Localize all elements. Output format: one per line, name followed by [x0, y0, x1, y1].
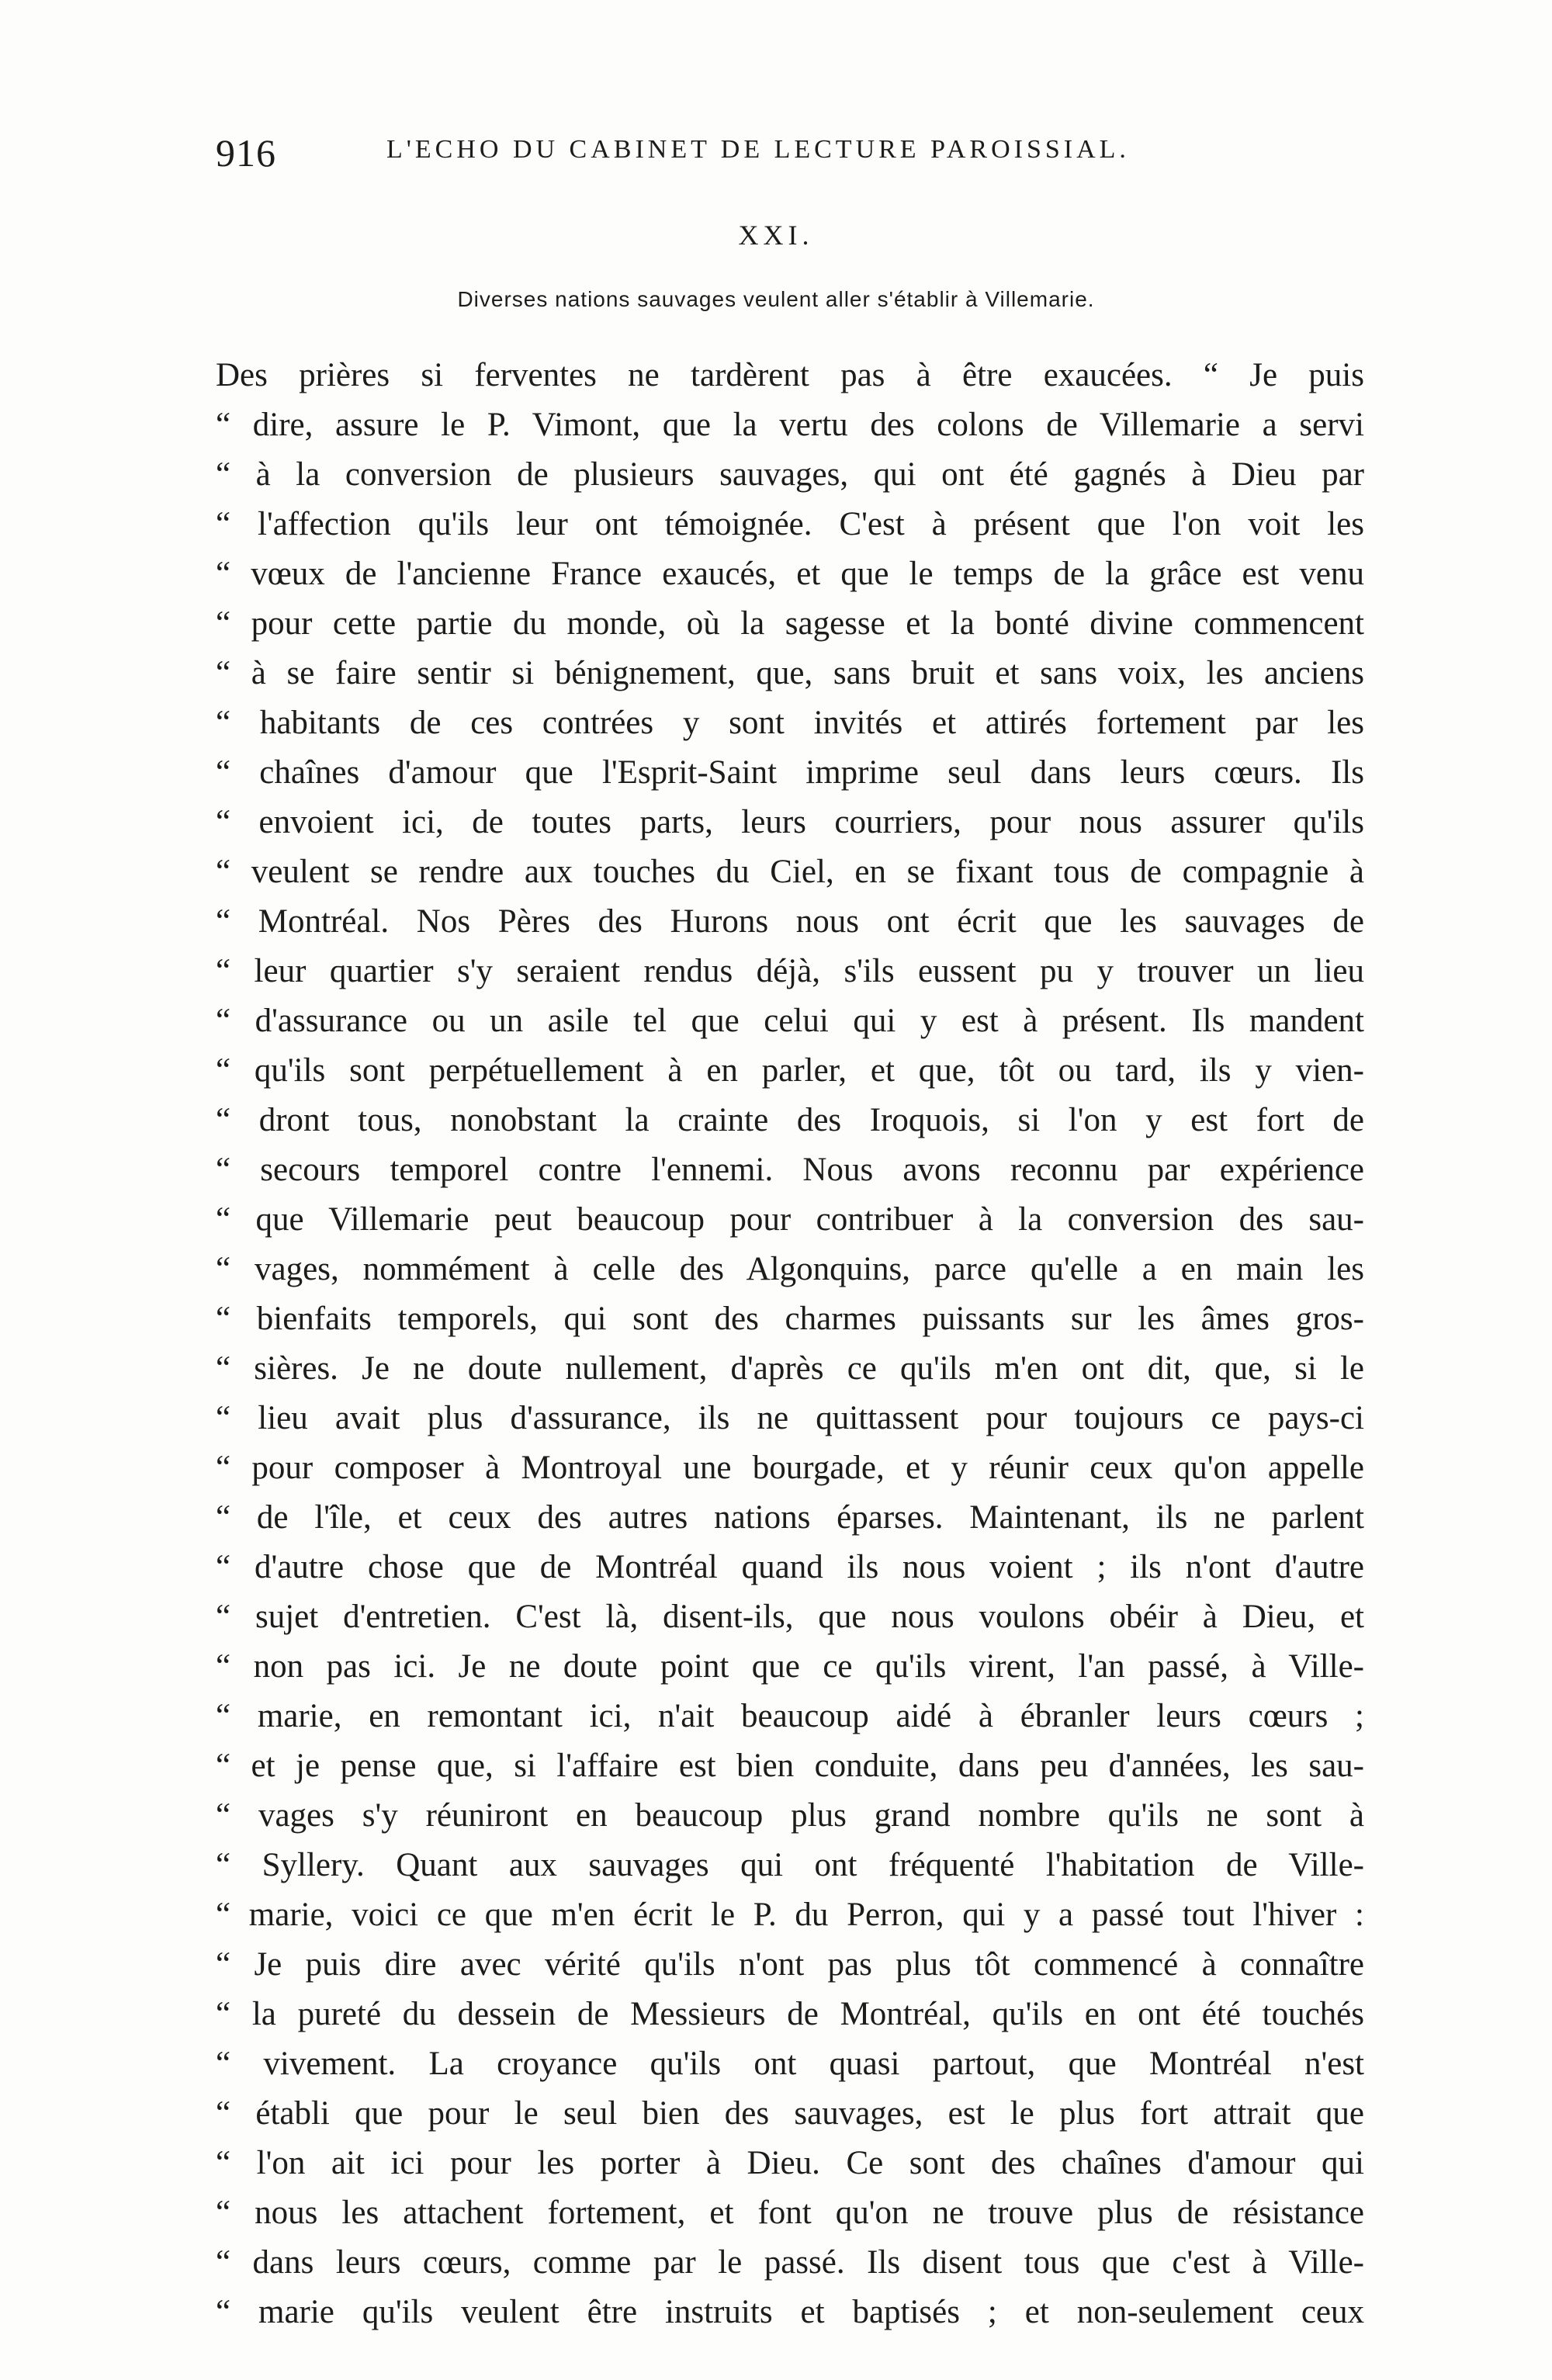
text-line: Des prières si ferventes ne tardèrent pas à être exaucées. “ Je puis — [216, 357, 1364, 393]
text-line: “ vages s'y réuniront en beaucoup plus grand nombre qu'ils ne sont à — [216, 1797, 1364, 1834]
running-head: L'ECHO DU CABINET DE LECTURE PAROISSIAL. — [386, 135, 1130, 164]
text-line: “ l'affection qu'ils leur ont témoignée. C'est à présent que l'on voit les — [216, 506, 1364, 542]
text-line: “ marie, voici ce que m'en écrit le P. du Perron, qui y a passé tout l'hiver : — [216, 1897, 1364, 1933]
text-line: “ vivement. La croyance qu'ils ont quasi partout, que Montréal n'est — [216, 2046, 1364, 2082]
text-line: “ la pureté du dessein de Messieurs de Montréal, qu'ils en ont été touchés — [216, 1996, 1364, 2032]
text-line: “ et je pense que, si l'affaire est bien conduite, dans peu d'années, les sau- — [216, 1748, 1364, 1784]
text-line: “ bienfaits temporels, qui sont des charmes puissants sur les âmes gros- — [216, 1301, 1364, 1337]
text-line: “ habitants de ces contrées y sont invités et attirés fortement par les — [216, 705, 1364, 741]
text-line: “ leur quartier s'y seraient rendus déjà, s'ils eussent pu y trouver un lieu — [216, 953, 1364, 989]
text-line: “ dire, assure le P. Vimont, que la vertu des colons de Villemarie a servi — [216, 407, 1364, 443]
text-line: “ établi que pour le seul bien des sauvages, est le plus fort attrait que — [216, 2095, 1364, 2132]
text-line: “ lieu avait plus d'assurance, ils ne quittassent pour toujours ce pays-ci — [216, 1400, 1364, 1436]
text-line: “ qu'ils sont perpétuellement à en parler, et que, tôt ou tard, ils y vien- — [216, 1052, 1364, 1089]
text-line: “ dront tous, nonobstant la crainte des Iroquois, si l'on y est fort de — [216, 1102, 1364, 1138]
page-number: 916 — [216, 131, 276, 175]
text-line: “ veulent se rendre aux touches du Ciel, en se fixant tous de compagnie à — [216, 854, 1364, 890]
text-line: “ Montréal. Nos Pères des Hurons nous ont écrit que les sauvages de — [216, 903, 1364, 940]
text-line: “ pour cette partie du monde, où la sagesse et la bonté divine commencent — [216, 605, 1364, 642]
text-line: “ l'on ait ici pour les porter à Dieu. Ce sont des chaînes d'amour qui — [216, 2145, 1364, 2181]
text-line: “ à la conversion de plusieurs sauvages, qui ont été gagnés à Dieu par — [216, 456, 1364, 493]
text-line: “ Je puis dire avec vérité qu'ils n'ont pas plus tôt commencé à connaître — [216, 1946, 1364, 1983]
text-line: “ secours temporel contre l'ennemi. Nous avons reconnu par expérience — [216, 1152, 1364, 1188]
text-line: “ d'assurance ou un asile tel que celui qui y est à présent. Ils mandent — [216, 1003, 1364, 1039]
text-line: “ de l'île, et ceux des autres nations éparses. Maintenant, ils ne parlent — [216, 1499, 1364, 1536]
text-line: “ vages, nommément à celle des Algonquins, parce qu'elle a en main les — [216, 1251, 1364, 1287]
text-line: “ à se faire sentir si bénignement, que, sans bruit et sans voix, les anciens — [216, 655, 1364, 691]
text-line: “ d'autre chose que de Montréal quand ils nous voient ; ils n'ont d'autre — [216, 1549, 1364, 1585]
page-header — [216, 130, 1364, 177]
text-line: “ pour composer à Montroyal une bourgade, et y réunir ceux qu'on appelle — [216, 1450, 1364, 1486]
text-line: “ marie qu'ils veulent être instruits et baptisés ; et non-seulement ceux — [216, 2294, 1364, 2330]
text-line: “ non pas ici. Je ne doute point que ce qu'ils virent, l'an passé, à Ville- — [216, 1648, 1364, 1685]
text-line: “ sières. Je ne doute nullement, d'après ce qu'ils m'en ont dit, que, si le — [216, 1350, 1364, 1387]
chapter-number: XXI. — [738, 220, 814, 251]
body-text — [216, 351, 1364, 2337]
text-line: “ marie, en remontant ici, n'ait beaucoup aidé à ébranler leurs cœurs ; — [216, 1698, 1364, 1734]
text-line: “ envoient ici, de toutes parts, leurs courriers, pour nous assurer qu'ils — [216, 804, 1364, 840]
chapter-subtitle: Diverses nations sauvages veulent aller s'établir à Villemarie. — [457, 287, 1095, 311]
text-line: “ vœux de l'ancienne France exaucés, et que le temps de la grâce est venu — [216, 556, 1364, 592]
text-line: “ chaînes d'amour que l'Esprit-Saint imprime seul dans leurs cœurs. Ils — [216, 754, 1364, 791]
text-line: “ dans leurs cœurs, comme par le passé. Ils disent tous que c'est à Ville- — [216, 2244, 1364, 2281]
text-line: “ que Villemarie peut beaucoup pour contribuer à la conversion des sau- — [216, 1201, 1364, 1238]
text-line: “ sujet d'entretien. C'est là, disent-ils, que nous voulons obéir à Dieu, et — [216, 1599, 1364, 1635]
text-line: “ Syllery. Quant aux sauvages qui ont fréquenté l'habitation de Ville- — [216, 1847, 1364, 1883]
text-line: “ nous les attachent fortement, et font qu'on ne trouve plus de résistance — [216, 2195, 1364, 2231]
